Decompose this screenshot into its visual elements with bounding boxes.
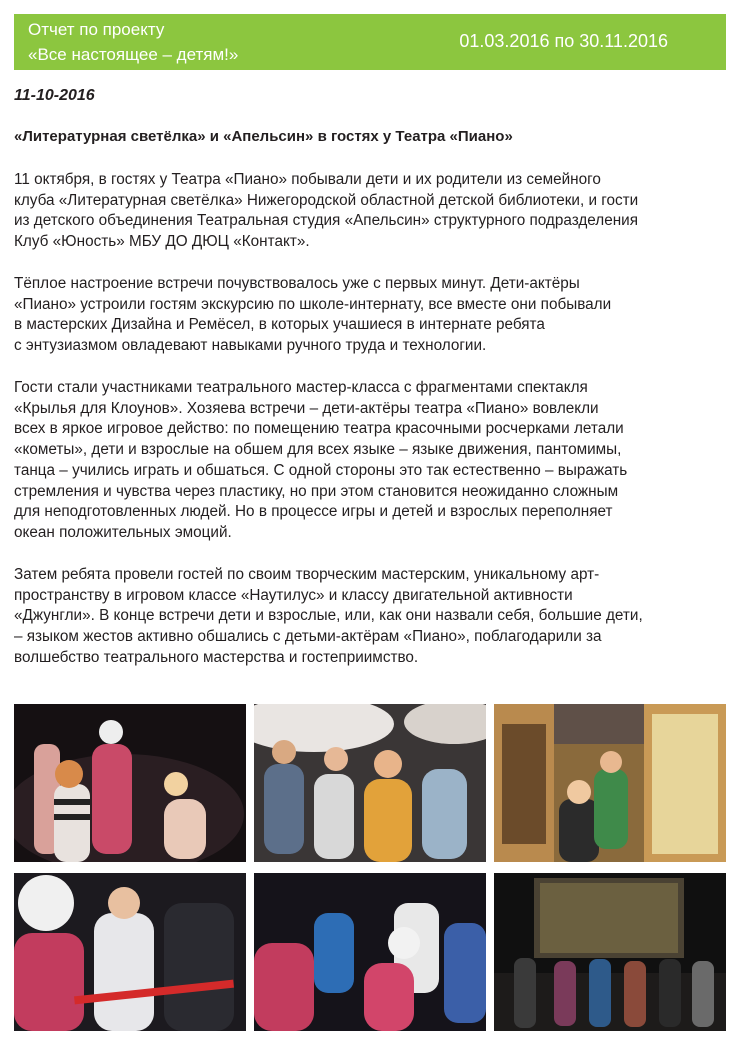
photo-classroom-visit (494, 704, 726, 862)
photo-clowns-stage (14, 704, 246, 862)
article-paragraph-2: Тёплое настроение встречи почувствовалось уже с первых минут. Дети-актёры «Пиано» устроили гостям экскурсию по школе-интернату, все вместе они побывали в мастерских Дизайна и Ремёсел, в которых учашиеся в интернате ребята с энтузиазмом овладевают навыками ручного труда и технологии. (14, 275, 612, 355)
banner-title-line1: Отчет по проекту (28, 20, 165, 39)
banner-title-line2: «Все настоящее – детям!» (28, 45, 239, 64)
report-banner (14, 14, 726, 70)
article-paragraph-3: Гости стали участниками театрального мастер-класса с фрагментами спектакля «Крылья для Клоунов». Хозяева встречи – дети-актёры театра «Пиано» вовлекли всех в яркое игровое действо: по помещению театра красочными росчерками летали «кометы», дети и взрослые на обшем для всех языке – языке движения, пантомимы, танца – учились играть и обшаться. С одной стороны это так естественно – выражать стремления и чувства через пластику, но при этом становится неожиданно сложным для неподготовленных людей. Но в процессе игры и детей и взрослых переполняет океан положительных эмоций. (14, 379, 628, 541)
photo-group-stage (494, 873, 726, 1031)
article-paragraph-1: 11 октября, в гостях у Театра «Пиано» побывали дети и их родители из семейного клуба «Литературная светёлка» Нижегородской областной детской библиотеки, и гости из детского объединения Театральная студия «Апельсин» структурного подразделения Клуб «Юность» МБУ ДО ДЮЦ «Контакт». (14, 171, 639, 251)
article-date: 11-10-2016 (14, 87, 95, 104)
article-title: «Литературная светёлка» и «Апельсин» в гостях у Театра «Пиано» (14, 128, 513, 145)
photo-hands-circle (254, 873, 486, 1031)
banner-date-range: 01.03.2016 по 30.11.2016 (459, 31, 668, 51)
photo-ribbon-game (14, 873, 246, 1031)
article-paragraph-4: Затем ребята провели гостей по своим творческим мастерским, уникальному арт- пространству в игровом классе «Наутилус» и классу двигательной активности «Джунгли». В конце встречи дети и взрослые, или, как они назвали себя, большие дети, – языком жестов активно обшались с детьми-актёрам «Пиано», поблагодарили за волшебство театрального мастерства и гостеприимство. (14, 566, 643, 666)
photo-audience-children (254, 704, 486, 862)
